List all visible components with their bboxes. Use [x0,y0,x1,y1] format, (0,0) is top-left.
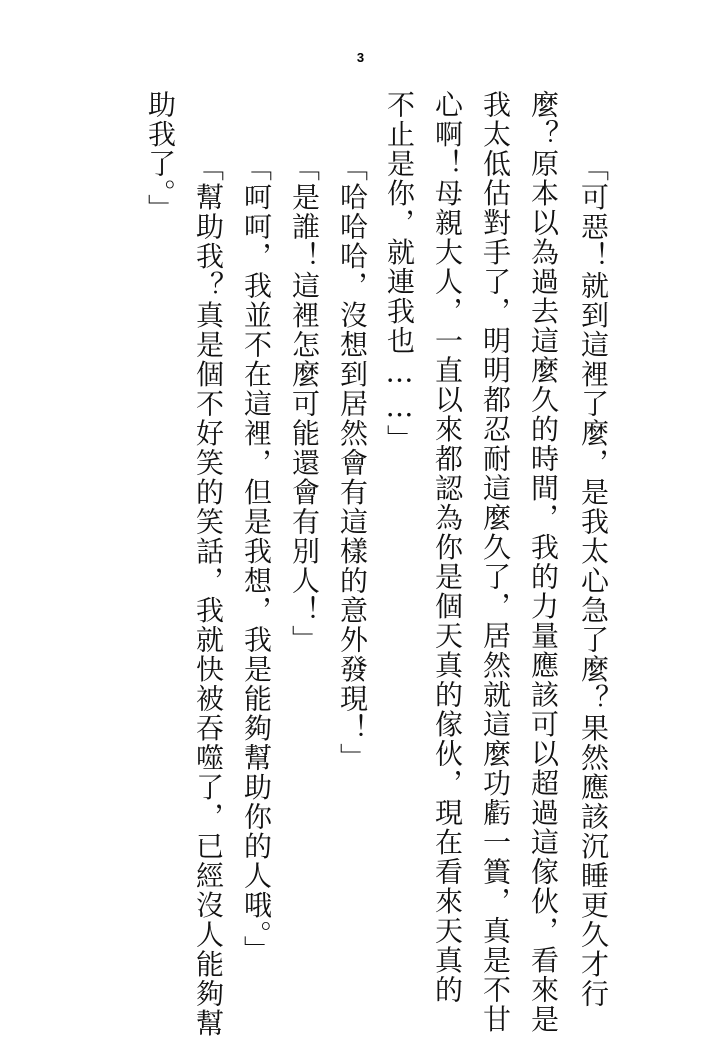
text-column-1: 「可惡！就到這裡了麼，是我太心急了麼？果然應該沉睡更久才行 [577,153,610,1009]
text-column-6: 「哈哈哈，沒想到居然會有這樣的意外發現！」 [336,153,369,773]
text-column-10: 助我了。」 [144,90,177,224]
text-column-8: 「呵呵，我並不在這裡，但是我想，我是能夠幫助你的人哦。」 [240,153,273,965]
text-column-3: 我太低估對手了，明明都忍耐這麼久了，居然就這麼功虧一簣，真是不甘 [479,90,512,1034]
text-column-2: 麼？原本以為過去這麼久的時間，我的力量應該可以超過這傢伙，看來是 [527,90,560,1034]
text-column-7: 「是誰！這裡怎麼可能還會有別人！」 [288,153,321,655]
text-column-9: 「幫助我？真是個不好笑的笑話，我就快被吞噬了，已經沒人能夠幫 [192,153,225,1038]
text-column-5: 不止是你，就連我也……」 [383,90,416,454]
page-number: 3 [356,50,365,65]
text-column-4: 心啊！母親大人，一直以來都認為你是個天真的傢伙，現在看來天真的 [431,90,464,1005]
